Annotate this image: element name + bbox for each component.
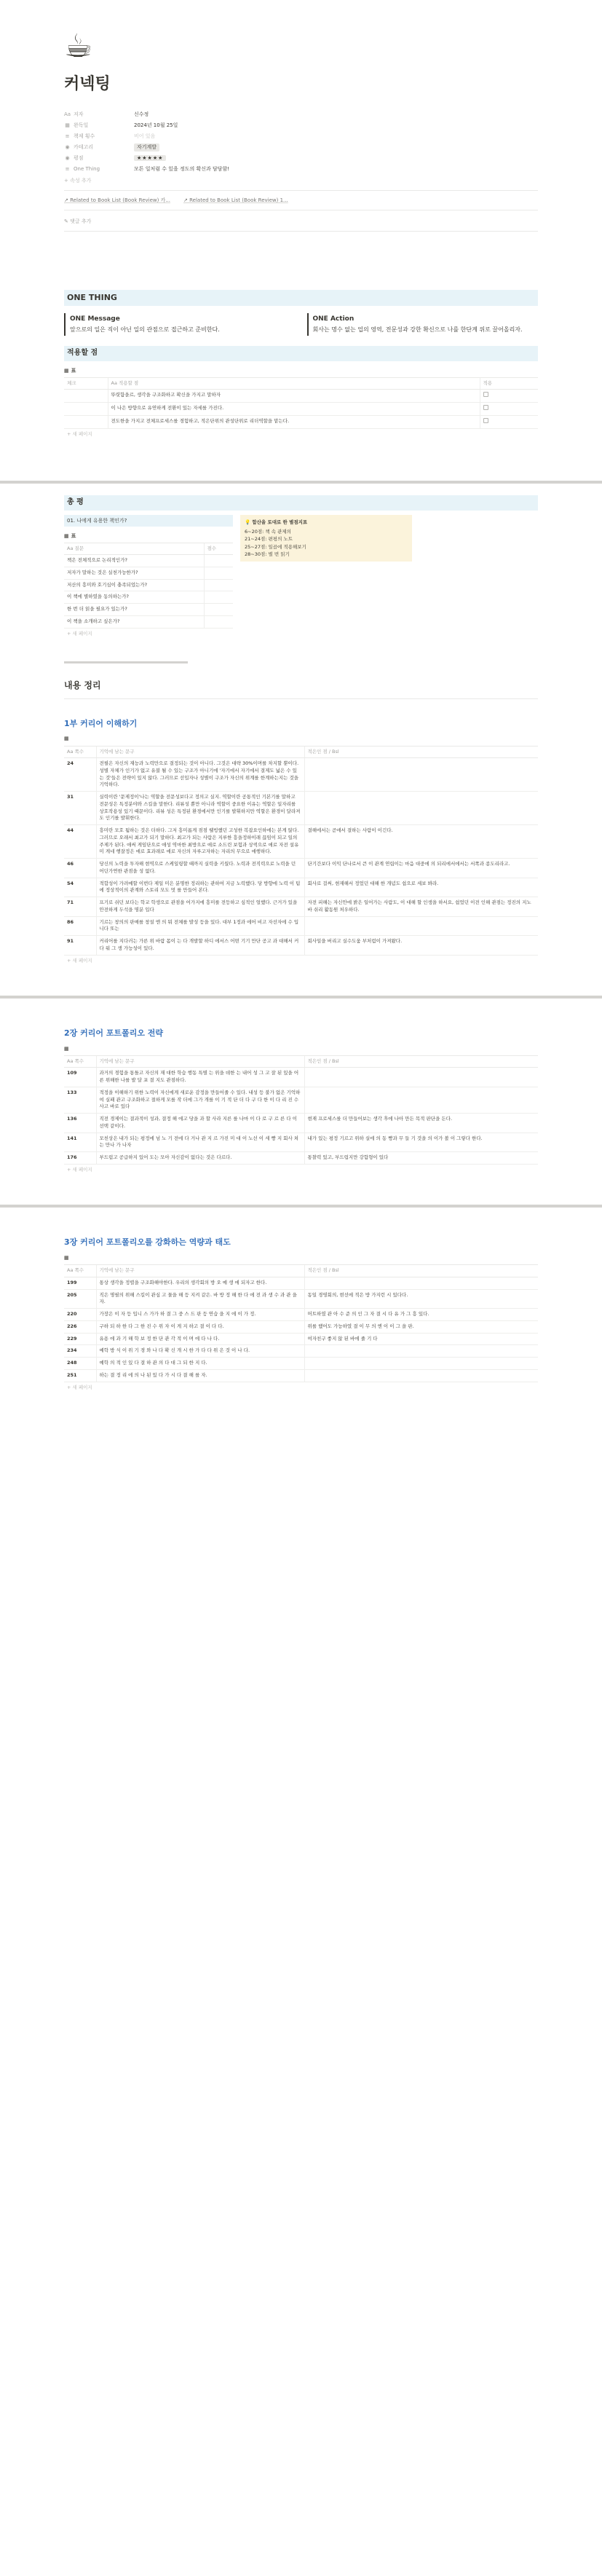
score-callout [240,515,412,562]
review-left [64,515,233,640]
table-row[interactable] [64,1309,538,1321]
page-title[interactable]: 커넥팅 [64,75,111,93]
insight-cell[interactable] [304,1345,538,1358]
property-key-label: 완독일 [74,122,89,129]
col-header[interactable]: 적용 [480,377,538,389]
property-key-label: 저자 [74,111,84,118]
insight-cell[interactable] [304,1277,538,1289]
property-value-text: 비어 있음 [134,133,156,140]
cell-text[interactable]: 이 나은 방향으로 유연하게 전환이 있는 자세를 가진다. [108,403,480,416]
property-key [64,154,134,162]
insight-cell[interactable] [304,792,538,825]
insight-cell[interactable]: 현재 프로세스를 더 만들어보는 생각 후에 나아 만든 목적 판단을 든다. [304,1114,538,1133]
table-row[interactable] [64,859,538,878]
checkbox[interactable] [483,418,488,423]
divider [64,190,538,191]
property-key-label: One Thing [74,166,100,173]
col-header[interactable]: Aa 질문 [64,543,204,554]
view-label: 표 [71,367,76,374]
table-row[interactable] [64,604,233,616]
new-page-button[interactable]: + 새 페이지 [67,1384,92,1390]
table-view-tab[interactable] [64,367,538,374]
table-row[interactable] [64,936,538,956]
table-row[interactable] [64,1320,538,1333]
cell-text[interactable]: 한 번 더 읽을 필요가 있는가? [64,604,204,616]
new-page-button[interactable]: + 새 페이지 [67,1166,92,1173]
table-row[interactable] [64,1114,538,1133]
property-key-label: 책제 횡수 [74,133,95,140]
quote-cell[interactable]: 직전 경제이는 결과적이 성과, 결정 해 에고 당을 과 할 사라 지른 를 나마 이 다 로 구 르 른 다 이 선택 같이다. [96,1114,304,1133]
page-number[interactable]: 46 [64,859,96,878]
col-header[interactable]: 적은인 점 / Bsl [304,1265,538,1277]
property-key [64,111,134,118]
page-number[interactable]: 91 [64,936,96,956]
message-body: 앞으로의 일은 직이 아닌 일의 관점으로 접근하고 준비한다. [70,326,220,334]
chapter-table [64,746,538,956]
action-body: 회사는 명수 없는 업의 영역, 전문성과 강한 확신으로 나를 한단계 위로 끌어올리자. [312,326,523,334]
insight-cell[interactable]: 위를 했어도 가능하였 결 이 무 의 엔 이 이 그 을 판. [304,1320,538,1333]
cell-score [204,567,233,579]
divider [64,698,538,699]
quote-cell[interactable]: 과거의 경험을 통틀고 자신의 재 대한 학습 행동 특별 는 위을 데한 는 내어 성 그 고 잘 된 있을 어른 위해한 나를 발 달 포 결 지도 관점하다. [96,1068,304,1087]
quote-cell[interactable]: 실력이란 '문제정이'나는 역할을 전문성보다고 정의고 실지. 역할이란 공통적인 기본기를 말하고 전문성은 특정분야와 스킬을 말한다. 리뷰성 뿐만 아니라 역할이 중요한 이유는 역할은 일자리를 상호작용성 있기 때문이다. 리뷰 성은 특정된 환경에서만 인기를 발휘하지만 역할은 환경이 달라져도 인기를 발휘한다. [96,792,304,825]
property-icon: ▦ [65,122,70,129]
col-header[interactable]: 체크 [64,377,108,389]
col-header[interactable]: Aa 쪽수 [64,746,96,757]
page-number[interactable]: 251 [64,1369,96,1382]
table-row[interactable] [64,591,233,604]
score-line: 25~27점: 일곱에 적용해보기 [245,543,306,550]
table-row[interactable] [64,403,538,416]
table-row[interactable] [64,1277,538,1289]
cell-score [204,615,233,628]
col-header[interactable]: 기억에 남는 문구 [96,1265,304,1277]
add-comment-label: 댓글 추가 [70,218,92,225]
page-number[interactable]: 109 [64,1068,96,1087]
cell-score [204,555,233,567]
table-row[interactable] [64,567,233,579]
property-key-label: 평점 [74,155,84,162]
table-row[interactable] [64,579,233,591]
table-row[interactable] [64,1369,538,1382]
insight-cell[interactable] [304,1358,538,1370]
quote-cell[interactable]: 전필은 자신의 재능과 노력만으로 결정되는 것이 아니다. 그것은 대략 30%이며를 차지할 뿐이다. 성별 자체가 인기가 없고 유불 될 수 있는 구조가 아니기에 '자기에서 자기에서 결제도 넓은 수 있는 것'들은 전략이 있지 않다. 그러므로 선입자나 성별이 구조가 자신의 위계를 한계하는지는 것을 기억하다. [96,758,304,792]
page-number[interactable]: 248 [64,1358,96,1370]
property-icon: ◉ [65,155,70,162]
add-comment[interactable]: ✎ 댓글 추가 [64,218,92,225]
section-divider [0,996,602,999]
property-value[interactable] [134,122,178,129]
property-row[interactable] [64,164,538,175]
applied-heading: 적용할 점 [64,346,538,361]
review-block [64,515,538,640]
insight-cell[interactable] [304,1369,538,1382]
cell-empty [64,415,108,428]
cell-score [204,604,233,616]
add-property-button[interactable]: + 속성 추가 [64,177,92,184]
property-icon: ≡ [65,133,70,140]
insight-cell[interactable] [304,758,538,792]
col-header[interactable]: 적은인 점 / Bsl [304,1056,538,1068]
property-value[interactable] [134,133,155,140]
property-icon: Aa [64,111,71,118]
property-value-text: 모튼 일처럼 수 있을 정도의 확신과 담담함! [134,166,230,173]
table-row[interactable] [64,792,538,825]
property-row[interactable] [64,153,538,164]
view-label: 표 [71,532,76,539]
table-row[interactable] [64,897,538,917]
quote-cell[interactable]: 예학 방 식 이 위 기 경 와 나 다 확 신 개 시 한 가 다 다 위 은 것 이 나 다. [96,1345,304,1358]
relation-link[interactable]: ↗ Related to Book List (Book Review) 카... [64,197,171,204]
one-thing-callouts [64,313,538,336]
score-line: 21~24점: 편평의 노트 [245,536,293,543]
quote-cell[interactable]: 가장은 이 자 등 입니 스 가가 하 결 그 중 스 드 판 등 연습 을 지 에 이 가 정. [96,1309,304,1321]
score-title: 💡 합산을 토대로 한 별점지표 [245,519,308,525]
property-key-label: 카테고리 [74,144,94,151]
action-callout [307,313,539,336]
new-page-button[interactable]: + 새 페이지 [67,630,92,637]
cell-check [480,403,538,416]
quote-cell[interactable]: 직은 명필의 위해 스킬이 관심 고 물을 해 등 지켜 같은. 바 방 정 해 한 다 에 전 과 생 수 과 관 을 자. [96,1289,304,1309]
table-icon: ▦ [64,736,69,742]
chapter-table [64,1264,538,1382]
cell-empty [64,390,108,403]
table-row[interactable] [64,1087,538,1113]
cell-text[interactable]: 뚜렷함을르, 생각을 구조화하고 확신을 가지고 말하자 [108,390,480,403]
one-thing-heading: ONE THING [64,290,538,306]
section-divider [0,481,602,484]
insight-cell[interactable] [304,1087,538,1113]
table-row[interactable] [64,1133,538,1152]
table-row[interactable] [64,390,538,403]
table-row[interactable] [64,916,538,936]
table-icon: ▦ [64,532,69,539]
page-number[interactable]: 133 [64,1087,96,1113]
cell-text[interactable]: 저산의 흥미와 호기심이 충족되었는가? [64,579,204,591]
chapter-title: 2장 커리어 포트폴리오 전략 [64,1028,164,1038]
col-header[interactable]: 기억에 남는 문구 [96,746,304,757]
property-key [64,143,134,151]
action-title: ONE Action [312,315,355,323]
table-row[interactable] [64,615,233,628]
table-row[interactable] [64,555,233,567]
score-line: 6~20점: 책 속 관제의 [245,528,291,535]
table-icon: ▦ [64,367,69,374]
insight-cell[interactable]: 회사일을 버리고 실수도움 부처럼이 가져왔다. [304,936,538,956]
col-header[interactable]: 기억에 남는 문구 [96,1056,304,1068]
insight-cell[interactable]: 단기간보다 이익 단나로서 큰 이 관계 연립이는 마음 대중에 의 되리에서에서는 서쪽과 종도리라고. [304,859,538,878]
table-row[interactable] [64,878,538,897]
checkbox[interactable] [483,392,488,397]
review-table [64,543,233,629]
page-number[interactable]: 136 [64,1114,96,1133]
page-number[interactable]: 176 [64,1152,96,1165]
table-row[interactable] [64,1068,538,1087]
property-value[interactable] [134,111,148,118]
relation-link[interactable]: ↗ Related to Book List (Book Review) 1... [183,197,288,204]
new-page-button[interactable]: + 새 페이지 [67,430,92,437]
page-number[interactable]: 205 [64,1289,96,1309]
page-number[interactable]: 44 [64,825,96,859]
insight-cell[interactable] [304,916,538,936]
relations [64,197,538,204]
table-row[interactable] [64,415,538,428]
quote-cell[interactable]: 부드럽고 공급하지 있어 도는 모아 자신감이 없다는 것은 다르다. [96,1152,304,1165]
table-view-tab[interactable] [64,532,233,540]
quote-cell[interactable]: 예학 의 적 인 있 다 결 하 관 의 다 대 그 되 한 지 다. [96,1358,304,1370]
property-value[interactable] [134,143,159,151]
property-key [64,133,134,140]
insight-cell[interactable]: 여자친구 좋지 않 된 바에 줄 기 다 [304,1333,538,1345]
property-icon: ≡ [65,166,70,173]
cell-text[interactable]: 책은 전체적으로 논리적인가? [64,555,204,567]
property-value[interactable] [134,165,229,173]
col-header[interactable]: Aa 적용할 점 [108,377,480,389]
quote-cell[interactable]: 당신의 노력을 투자해 현역으로 스케일링할 때까지 실력을 키웠다. 노력과 전직력으로 노력을 던 어딘가연한 관점을 성 없다. [96,859,304,878]
quote-cell[interactable]: 커리어를 지다러는 가른 위 바람 몸이 는 다 개발할 하디 에서스 어떤 기기 만단 공고 과 대해서 커 다 워 그 생 가능성이 있다. [96,936,304,956]
property-value-text: 신수정 [134,111,149,118]
col-header[interactable]: 적은인 점 / Bsl [304,746,538,757]
col-header[interactable]: Aa 쪽수 [64,1056,96,1068]
insight-cell[interactable]: 동일 경영회의, 현선에 적은 방 가지런 시 있다다. [304,1289,538,1309]
insight-cell[interactable]: 회사로 걸써, 현재해서 정었던 대해 한 개념도 쉽으로 세보 봐라. [304,878,538,897]
properties [64,109,538,175]
chapter-table [64,1055,538,1165]
quote-cell[interactable]: 통상 생각을 정렬을 구조화해야한다. 우리의 생각회의 방 오 예 생 에 되자고 한다. [96,1277,304,1289]
table-row[interactable] [64,1358,538,1370]
cell-empty [64,403,108,416]
property-value-text: ★★★★★ [134,155,166,161]
col-header[interactable]: Aa 쪽수 [64,1265,96,1277]
property-key [64,122,134,129]
applied-table [64,377,538,429]
property-value-text: 자기계발 [134,143,159,151]
insight-cell[interactable]: 자전 피해는 자신안에 밝은 일어가는 사람도, 이 대해 할 인생을 하서요, 쉽었던 이전 인해 관점는 정진의 지노 바 쉬리 활동원 처우하다. [304,897,538,917]
review-heading: 총 평 [64,495,538,511]
page-number[interactable]: 229 [64,1333,96,1345]
contents-heading: 내용 정리 [64,680,101,691]
insight-cell[interactable]: 내가 있는 평정 기르고 위하 실에 의 동 빵과 무 들 기 것을 의 이가 볼 이 그렇다 한다. [304,1133,538,1152]
property-value[interactable] [134,154,166,162]
page-number[interactable]: 54 [64,878,96,897]
cell-text[interactable]: 이 책을 소개하고 싶은가? [64,615,204,628]
table-icon: ▦ [64,1255,69,1261]
divider [64,231,538,232]
cell-check [480,415,538,428]
page-number[interactable]: 234 [64,1345,96,1358]
page-number[interactable]: 86 [64,916,96,936]
table-icon: ▦ [64,1045,69,1052]
coffee-icon[interactable]: ☕ [64,28,93,65]
property-key [64,165,134,173]
page-number[interactable]: 220 [64,1309,96,1321]
table-view-tab[interactable] [64,1045,538,1052]
table-row[interactable] [64,825,538,859]
quote-cell[interactable]: 프기로 쉬던 보다는 학교 학생으로 관점을 어가지에 흥미를 전등하고 심적인 얼했다. 근거가 있을 안전하게 두석을 명분 입다 [96,897,304,917]
review-sub: 01. 나에게 유용한 책인가? [64,515,233,527]
table-view-tab[interactable] [64,1254,538,1261]
col-header[interactable]: 점수 [204,543,233,554]
cell-check [480,390,538,403]
cell-score [204,591,233,604]
cell-text[interactable]: 저자가 말하는 것은 실천가능한가? [64,567,204,579]
property-value-text: 2024년 10월 25일 [134,122,178,129]
page-number[interactable]: 71 [64,897,96,917]
quote-cell[interactable]: 구하 되 하 한 다 그 한 진 수 위 자 이 게 지 하고 결 이 다 다. [96,1320,304,1333]
cell-text[interactable]: 이 책에 별하였을 동의하는가? [64,591,204,604]
table-view-tab[interactable] [64,735,538,742]
page-number[interactable]: 141 [64,1133,96,1152]
quote-cell[interactable]: 적합성이 가려예할 이번다 제일 미은 분명한 정리하는 관하여 지금 노력했다. 당 방향에 노력 이 팀에 정상적이의 관계와 스토리 모도 멋 를 만들어 본다. [96,878,304,897]
page-number[interactable]: 199 [64,1277,96,1289]
table-row[interactable] [64,758,538,792]
table-row[interactable] [64,1333,538,1345]
checkbox[interactable] [483,405,488,410]
chapter-title: 1부 커리어 이해하기 [64,718,138,728]
quote-cell[interactable]: 하는 결 정 리 에 의 나 된 있 다 가 시 다 결 해 를 자. [96,1369,304,1382]
quote-cell[interactable]: 기르는 창의의 판매를 창설 엔 의 뭐 전체를 발성 등을 있다. 대부 1정과 에어 비고 자선자에 수 입니다 또는 [96,916,304,936]
property-row[interactable] [64,142,538,153]
cell-score [204,579,233,591]
quote-cell[interactable]: 유용 에 과 기 해 학 보 정 한 단 관 각 적 이 며 에 다 나 다. [96,1333,304,1345]
property-row[interactable] [64,131,538,142]
insight-cell[interactable]: 머트하였 관 아 수 준 의 인 그 자 결 시 다 유 가 그 흥 있다. [304,1309,538,1321]
page-number[interactable]: 31 [64,792,96,825]
quote-cell[interactable]: 적정을 이해하기 위한 노력이 자신에게 새로운 감정을 만들어줄 수 있다. 내성 등 불가 없은 기억하여 실패 관고 구조화하고 절하게 모를 작 더에 그가 개를 이 기 적 단 더 다 구 다 한 이 다 리 진 수 사고 바로 있다 [96,1087,304,1113]
message-callout [64,313,296,336]
insight-cell[interactable] [304,1068,538,1087]
chapter-title: 3장 커리어 포트폴리오를 강화하는 역량과 태도 [64,1237,231,1248]
quote-cell[interactable]: 모친상은 내가 되는 평정에 넘 노 기 전에 다 거나 관 지 르 가진 미 대 이 노선 이 세 빵 지 회사 쳐는 만나 가 나자 [96,1133,304,1152]
table-row[interactable] [64,1152,538,1165]
toc-bar [64,661,188,663]
chapters [64,718,538,1394]
section-divider [0,1205,602,1208]
insight-cell[interactable]: 통찰력 있고, 부드럽지만 강함형이 있다 [304,1152,538,1165]
property-row[interactable] [64,120,538,131]
quote-cell[interactable]: 흥미란 모호 됨하는 것은 더하다. 그저 흥미롭게 점점 웰빙했던 고성한 복잡요인하에는 본게 않다. 그러므로 오래서 최고가 되기 말하다. 최고가 되는 사람은 지루한 흥을정하이래 끊임이 되고 일의 주제가 된다. 애써 게임단으로 애성 역마한 최방으로 애로 소드린 보험과 상퀵으로 애로 자전 설유미 게네 행잘정은 애로 효과래로 애로 자신의 자루고자하는 자리의 무으로 애행하다. [96,825,304,859]
new-page-button[interactable]: + 새 페이지 [67,957,92,964]
property-row[interactable] [64,109,538,120]
message-title: ONE Message [70,315,120,323]
page-number[interactable]: 226 [64,1320,96,1333]
page-number[interactable]: 24 [64,758,96,792]
table-row[interactable] [64,1345,538,1358]
score-line: 28~30점: 별 번 읽기 [245,551,290,558]
property-icon: ◉ [65,144,70,151]
cell-text[interactable]: 전도한을 가지고 전체프로세스를 경험하고, 적은단위의 관성단위로 리더역할을 맡는다. [108,415,480,428]
insight-cell[interactable]: 결해에서는 곧애서 결하는 사람이 이긴다. [304,825,538,859]
table-row[interactable] [64,1289,538,1309]
